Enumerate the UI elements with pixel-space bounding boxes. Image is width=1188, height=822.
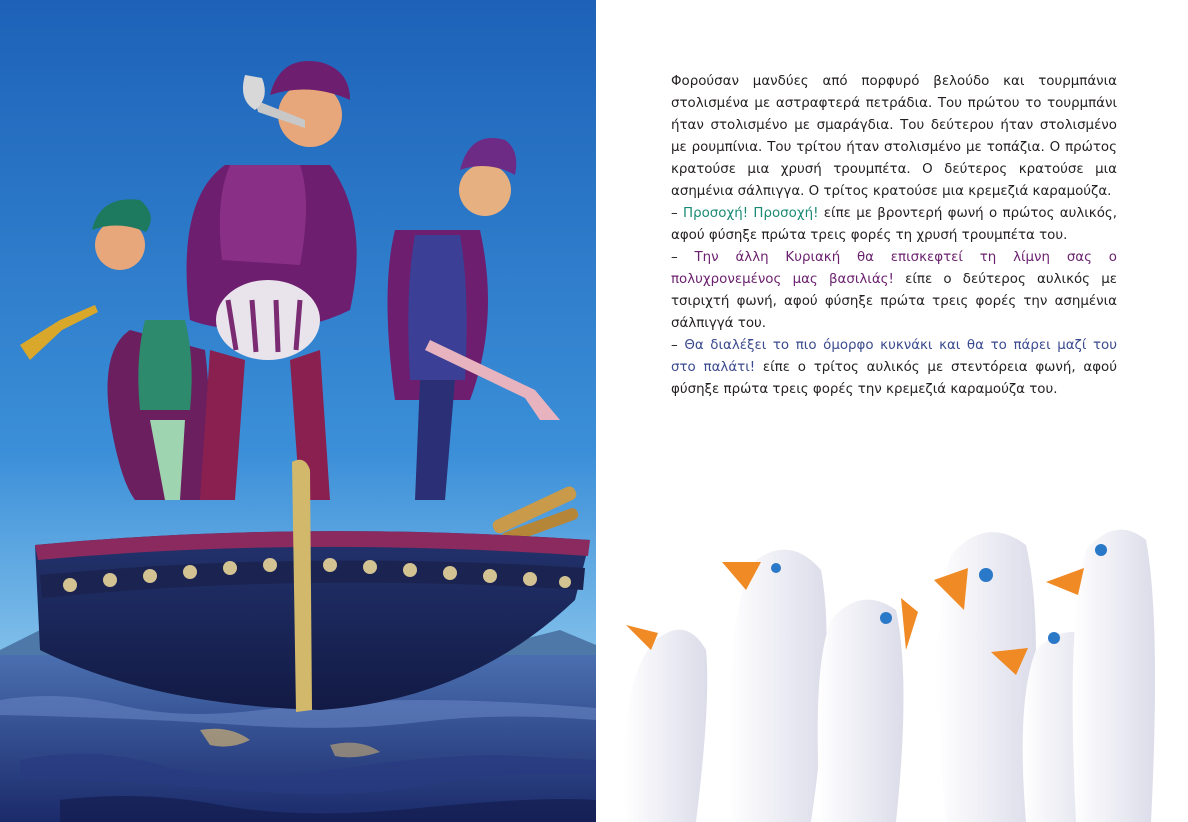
dialogue-dash: – [671,250,695,265]
speech-first-courtier: Προσοχή! Προσοχή! [683,206,819,221]
swans-illustration [596,500,1188,822]
dialogue-dash: – [671,338,685,353]
dialogue-dash: – [671,206,684,221]
narration-first-courtier: είπε με βροντερή φωνή ο πρώτος αυλικός, αφού φύσηξε πρώτα τρεις φορές τη χρυσή τρουμπέτα του. [671,206,1118,243]
speech-third-courtier: Θα διαλέξει το πιο όμορφο κυκνάκι και θα το πάρει μαζί του στο παλάτι! [671,338,1117,375]
narration-third-courtier: είπε ο τρίτος αυλικός με στεντόρεια φωνή, αφού φύσηξε πρώτα τρεις φορές την κρεμεζιά καραμούζα του. [671,360,1117,397]
intro-paragraph: Φορούσαν μανδύες από πορφυρό βελούδο και τουρμπάνια στολισμένα με αστραφτερά πετράδια. Του πρώτου το τουρμπάνι ήταν στολισμένο με σμαράγδια. Του δεύτερου ήταν στολισμένο με ρουμπίνια. Του τρίτου ήταν στολισμένο με τοπάζια. Ο πρώτος κρατούσε μια χρυσή τρουμπέτα. Ο δεύτερος κρατούσε μια ασημένια σάλπιγγα. Ο τρίτος κρατούσε μια κρεμεζιά καραμούζα. [671,74,1117,199]
text-page [596,0,1188,822]
dialogue-line-2 [671,247,1117,335]
story-text [671,71,1117,401]
dialogue-line-1 [671,203,1117,247]
dialogue-line-3 [671,335,1117,401]
narration-second-courtier: είπε ο δεύτερος αυλικός με τσιριχτή φωνή, αφού φύσηξε πρώτα τρεις φορές την ασημένια σάλπιγγά του. [671,272,1118,331]
speech-second-courtier: Την άλλη Κυριακή θα επισκεφτεί τη λίμνη σας ο πολυχρονεμένος μας βασιλιάς! [671,250,1117,287]
